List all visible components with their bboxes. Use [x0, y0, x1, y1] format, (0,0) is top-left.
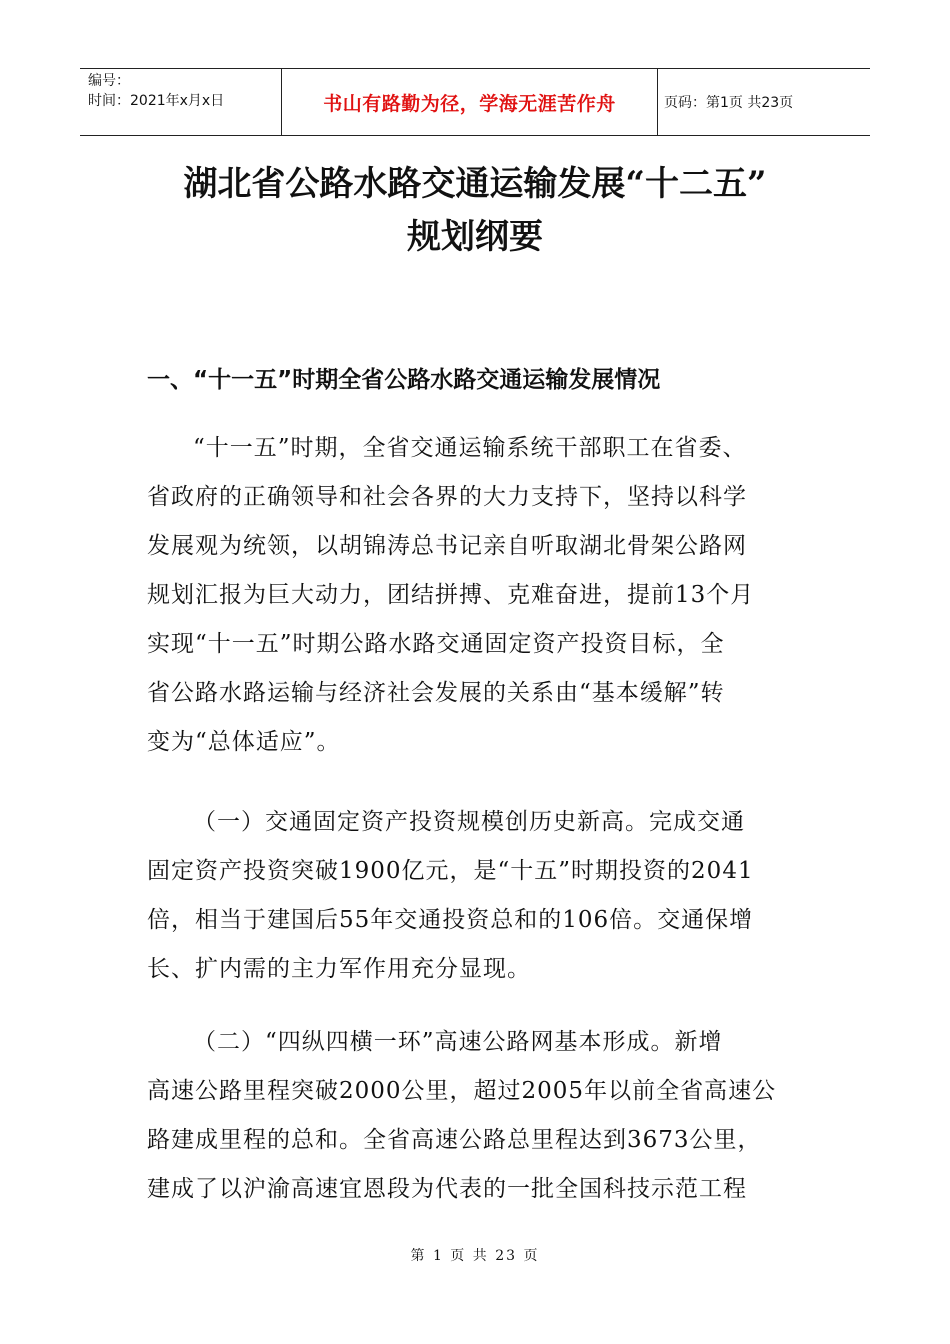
paragraph-line: 高速公路里程突破2000公里，超过2005年以前全省高速公 [147, 1078, 777, 1104]
header-motto: 书山有路勤为径，学海无涯苦作舟 [282, 69, 658, 135]
paragraph-line: 固定资产投资突破1900亿元，是“十五”时期投资的2041 [147, 858, 754, 884]
section-heading-1: 一、“十一五”时期全省公路水路交通运输发展情况 [147, 367, 661, 393]
paragraph-line: （二）“四纵四横一环”高速公路网基本形成。新增 [193, 1029, 723, 1055]
header-meta [80, 69, 282, 135]
paragraph-line: 长、扩内需的主力军作用充分显现。 [147, 956, 531, 982]
paragraph-line: 实现“十一五”时期公路水路交通固定资产投资目标，全 [147, 631, 725, 657]
header-time-label: 时间：2021年x月x日 [88, 93, 225, 109]
paragraph-line: 建成了以沪渝高速宜恩段为代表的一批全国科技示范工程 [147, 1176, 747, 1202]
document-title-line1: 湖北省公路水路交通运输发展“十二五” [183, 164, 767, 204]
paragraph-line: 省政府的正确领导和社会各界的大力支持下，坚持以科学 [147, 484, 747, 510]
header-number-label: 编号： [88, 73, 130, 89]
paragraph-line: 变为“总体适应”。 [147, 729, 341, 755]
paragraph-line: 路建成里程的总和。全省高速公路总里程达到3673公里， [147, 1127, 762, 1153]
paragraph-line: 发展观为统领，以胡锦涛总书记亲自听取湖北骨架公路网 [147, 533, 747, 559]
paragraph-3 [147, 1018, 807, 1214]
page-header [80, 68, 870, 136]
paragraph-line: 倍，相当于建国后55年交通投资总和的106倍。交通保增 [147, 907, 754, 933]
paragraph-line: 省公路水路运输与经济社会发展的关系由“基本缓解”转 [147, 680, 725, 706]
paragraph-line: “十一五”时期，全省交通运输系统干部职工在省委、 [193, 435, 747, 461]
header-page-info: 页码：第1页 共23页 [664, 95, 794, 111]
paragraph-2 [147, 798, 807, 994]
paragraph-1 [147, 424, 807, 767]
paragraph-line: 规划汇报为巨大动力，团结拼搏、克难奋进，提前13个月 [147, 582, 755, 608]
paragraph-line: （一）交通固定资产投资规模创历史新高。完成交通 [193, 809, 745, 835]
page-footer: 第 1 页 共 23 页 [410, 1248, 540, 1264]
document-title-line2: 规划纲要 [407, 217, 543, 257]
